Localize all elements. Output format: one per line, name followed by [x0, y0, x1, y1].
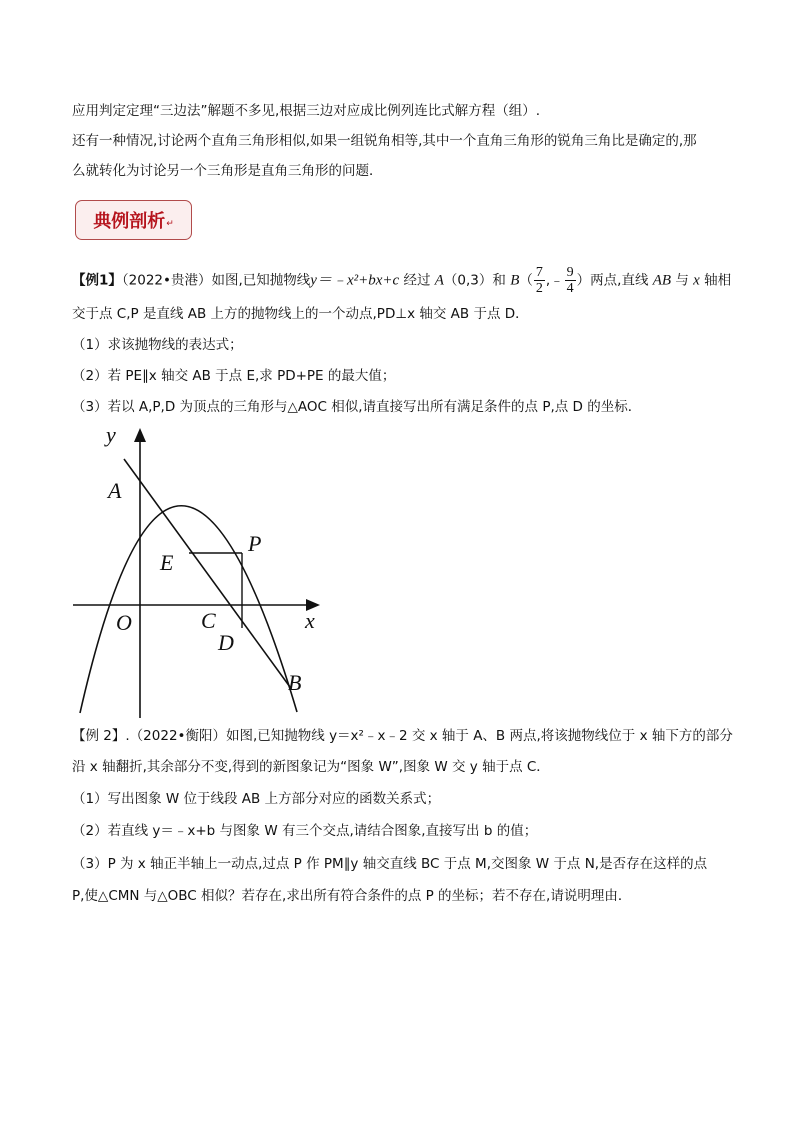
example1-text-1: 经过 — [399, 272, 435, 289]
label-o: O — [116, 610, 132, 635]
x-axis-ref: x — [693, 272, 700, 289]
example1-question-2: （2）若 PE∥x 轴交 AB 于点 E,求 PD+PE 的最大值； — [72, 368, 396, 384]
paragraph-mark: ↵ — [166, 219, 174, 229]
example1-question-1: （1）求该抛物线的表达式； — [72, 337, 243, 353]
fraction-denominator: 2 — [535, 281, 543, 296]
example1-source: （2022•贵港）如图,已知抛物线 — [121, 272, 311, 289]
point-a-label: A — [434, 272, 444, 289]
label-c: C — [201, 608, 216, 633]
example2-line-2: 沿 x 轴翻折,其余部分不变,得到的新图象记为“图象 W”,图象 W 交 y 轴于点 C． — [72, 759, 550, 775]
example2-question-1: （1）写出图象 W 位于线段 AB 上方部分对应的函数关系式； — [72, 791, 441, 807]
example2-question-2: （2）若直线 y＝﹣x+b 与图象 W 有三个交点,请结合图象,直接写出 b 的值； — [72, 823, 538, 839]
label-y: y — [106, 422, 116, 447]
example2-question-3b: P,使△CMN 与△OBC 相似？若存在,求出所有符合条件的点 P 的坐标；若不存在,请说明理由． — [72, 888, 632, 904]
example1-comma: ,﹣ — [545, 272, 564, 289]
example1-text-2: （0,3）和 — [443, 272, 511, 289]
fraction-denominator: 4 — [566, 281, 574, 296]
example1-equation: y＝﹣x²+bx+c — [310, 272, 400, 289]
line-ab-label: AB — [652, 272, 672, 289]
label-d: D — [218, 630, 234, 655]
fraction-9-4 — [565, 265, 576, 296]
label-e: E — [160, 550, 174, 575]
fraction-numerator: 7 — [535, 265, 543, 280]
y-axis-arrow — [134, 428, 146, 442]
label-p: P — [248, 531, 262, 556]
label-a: A — [108, 478, 122, 503]
intro-line-1: 应用判定定理“三边法”解题不多见,根据三边对应成比例列连比式解方程（组）. — [72, 103, 541, 119]
line-ab — [124, 459, 290, 687]
label-x: x — [305, 608, 315, 633]
intro-line-3: 么就转化为讨论另一个三角形是直角三角形的问题． — [72, 163, 383, 179]
example2-line-1: 【例 2】.（2022•衡阳）如图,已知抛物线 y＝x²﹣x﹣2 交 x 轴于 A、B 两点,将该抛物线位于 x 轴下方的部分 — [72, 728, 733, 744]
section-badge — [75, 200, 192, 240]
label-b: B — [288, 670, 302, 695]
example1-line-2: 交于点 C,P 是直线 AB 上方的抛物线上的一个动点,PD⊥x 轴交 AB 于点 D． — [72, 306, 529, 322]
example1-text-4: ）两点,直线 — [576, 272, 653, 289]
section-badge-title: 典例剖析 — [93, 211, 166, 232]
parabola-curve — [80, 506, 297, 713]
example1-text-3: （ — [519, 272, 533, 289]
example1-text-5: 与 — [671, 272, 694, 289]
fraction-7-2 — [534, 265, 545, 296]
example1-question-3: （3）若以 A,P,D 为顶点的三角形与△AOC 相似,请直接写出所有满足条件的点 P,点 D 的坐标． — [72, 399, 642, 415]
fraction-numerator: 9 — [566, 265, 574, 280]
example1-line-1 — [72, 265, 731, 296]
example1-text-6: 轴相 — [699, 272, 732, 289]
example1-head: 【例1】 — [72, 272, 122, 289]
parabola-figure — [0, 420, 794, 720]
point-b-label: B — [510, 272, 520, 289]
example2-question-3a: （3）P 为 x 轴正半轴上一动点,过点 P 作 PM∥y 轴交直线 BC 于点 M,交图象 W 于点 N,是否存在这样的点 — [72, 856, 708, 872]
intro-line-2: 还有一种情况,讨论两个直角三角形相似,如果一组锐角相等,其中一个直角三角形的锐角三角比是确定的,那 — [72, 133, 697, 149]
